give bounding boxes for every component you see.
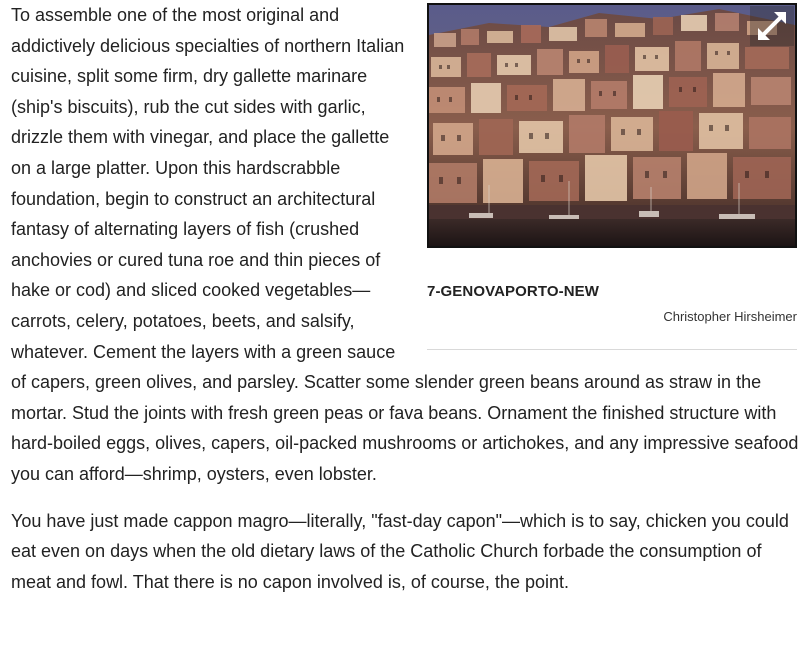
expand-icon <box>750 6 794 46</box>
expand-image-button[interactable] <box>750 6 794 46</box>
article-figure <box>427 0 797 350</box>
paragraph-2: You have just made cappon magro—literally, "fast-day capon"—which is to say, chicken you could eat even on days when the old dietary laws of the Catholic Church forbade the consumption of meat and fowl. That there is no capon involved is, of course, the point. <box>11 510 789 592</box>
paragraph-1: To assemble one of the most original and addictively delicious specialties of northern Italian cuisine, split some firm, dry gallette marinare (ship's biscuits), rub the cut sides with garlic, drizzle them with vinegar, and place the gallette on a large platter. Upon this hardscrabble foundation, begin to construct an architectural fantasy of alternating layers of fish (crushed anchovies or cured tuna roe and thin pieces of hake or cod) and sliced cooked vegetables—carrots, celery, potatoes, beets, and salsify, whatever. Cement the layers with a green sauce of capers, green olives, and parsley. Scatter some slender green beans around as straw in the mortar. Stud the joints with fresh green peas or fava beans. Ornament the finished structure with hard-boiled eggs, olives, capers, oil-packed mushrooms or artichokes, and any impressive seafood you can afford—shrimp, oysters, even lobster. <box>11 5 799 484</box>
genoa-harbor-photo[interactable] <box>427 3 797 248</box>
photo-credit: Christopher Hirsheimer <box>427 309 797 350</box>
photo-illustration <box>429 5 795 246</box>
figure-title: 7-GENOVAPORTO-NEW <box>427 283 599 300</box>
